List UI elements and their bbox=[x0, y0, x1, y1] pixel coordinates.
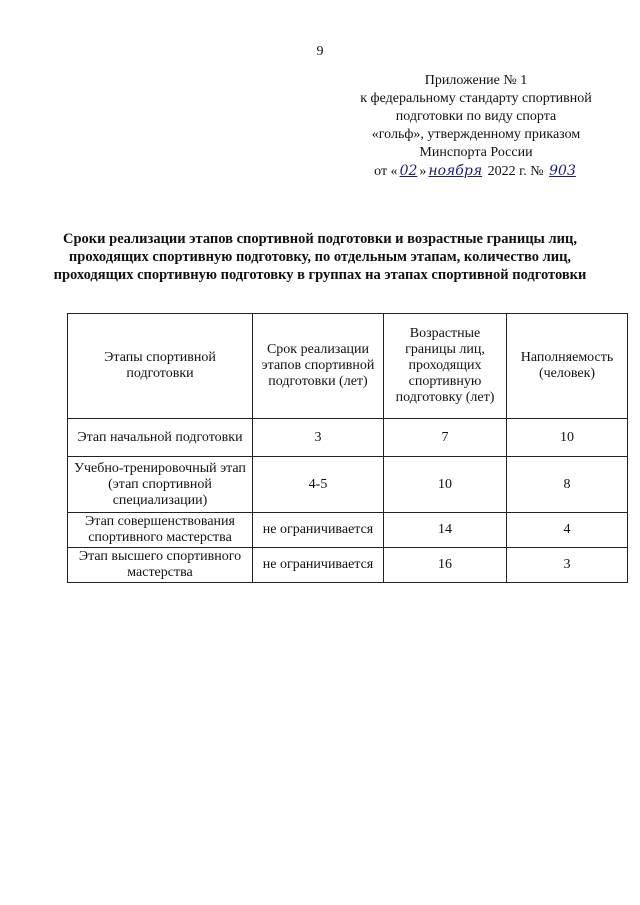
cell-duration: 3 bbox=[253, 419, 384, 457]
cell-size: 8 bbox=[507, 457, 628, 513]
cell-stage: Этап высшего спортивного мастерства bbox=[68, 548, 253, 583]
stages-table bbox=[67, 313, 628, 583]
date-prefix: от « bbox=[374, 164, 398, 179]
table-header-row bbox=[68, 314, 628, 419]
cell-stage: Этап начальной подготовки bbox=[68, 419, 253, 457]
cell-stage: Учебно-тренировочный этап (этап спортивной специализации) bbox=[68, 457, 253, 513]
document-title: Сроки реализации этапов спортивной подготовки и возрастные границы лиц, проходящих спортивную подготовку, по отдельным этапам, количество лиц, проходящих спортивную подготовку в группах на этапах спортивной подготовки bbox=[53, 231, 587, 283]
header-group-size: Наполняемость (человек) bbox=[507, 314, 628, 419]
cell-age: 16 bbox=[384, 548, 507, 583]
appendix-line-5: Минспорта России bbox=[419, 145, 533, 160]
cell-size: 3 bbox=[507, 548, 628, 583]
page-number: 9 bbox=[316, 44, 324, 59]
table-row bbox=[68, 419, 628, 457]
appendix-line-4: «гольф», утвержденному приказом bbox=[371, 127, 581, 142]
cell-age: 10 bbox=[384, 457, 507, 513]
order-number: 903 bbox=[549, 163, 576, 179]
date-month: ноября bbox=[428, 163, 483, 179]
cell-stage: Этап совершенствования спортивного мастерства bbox=[68, 513, 253, 548]
appendix-line-2: к федеральному стандарту спортивной bbox=[360, 91, 592, 106]
header-age-limits: Возрастные границы лиц, проходящих спортивную подготовку (лет) bbox=[384, 314, 507, 419]
date-mid: » bbox=[419, 164, 427, 179]
cell-duration: не ограничивается bbox=[253, 548, 384, 583]
cell-duration: 4-5 bbox=[253, 457, 384, 513]
cell-age: 7 bbox=[384, 419, 507, 457]
cell-size: 10 bbox=[507, 419, 628, 457]
cell-duration: не ограничивается bbox=[253, 513, 384, 548]
date-year: 2022 г. № bbox=[487, 164, 544, 179]
table-row bbox=[68, 457, 628, 513]
header-stages: Этапы спортивной подготовки bbox=[68, 314, 253, 419]
table-row bbox=[68, 548, 628, 583]
appendix-line-3: подготовки по виду спорта bbox=[395, 109, 557, 124]
date-day: 02 bbox=[399, 163, 418, 179]
cell-size: 4 bbox=[507, 513, 628, 548]
cell-age: 14 bbox=[384, 513, 507, 548]
header-duration: Срок реализации этапов спортивной подготовки (лет) bbox=[253, 314, 384, 419]
table-row bbox=[68, 513, 628, 548]
appendix-block bbox=[342, 72, 610, 181]
appendix-date-line bbox=[342, 162, 610, 181]
appendix-line-1: Приложение № 1 bbox=[424, 73, 528, 88]
